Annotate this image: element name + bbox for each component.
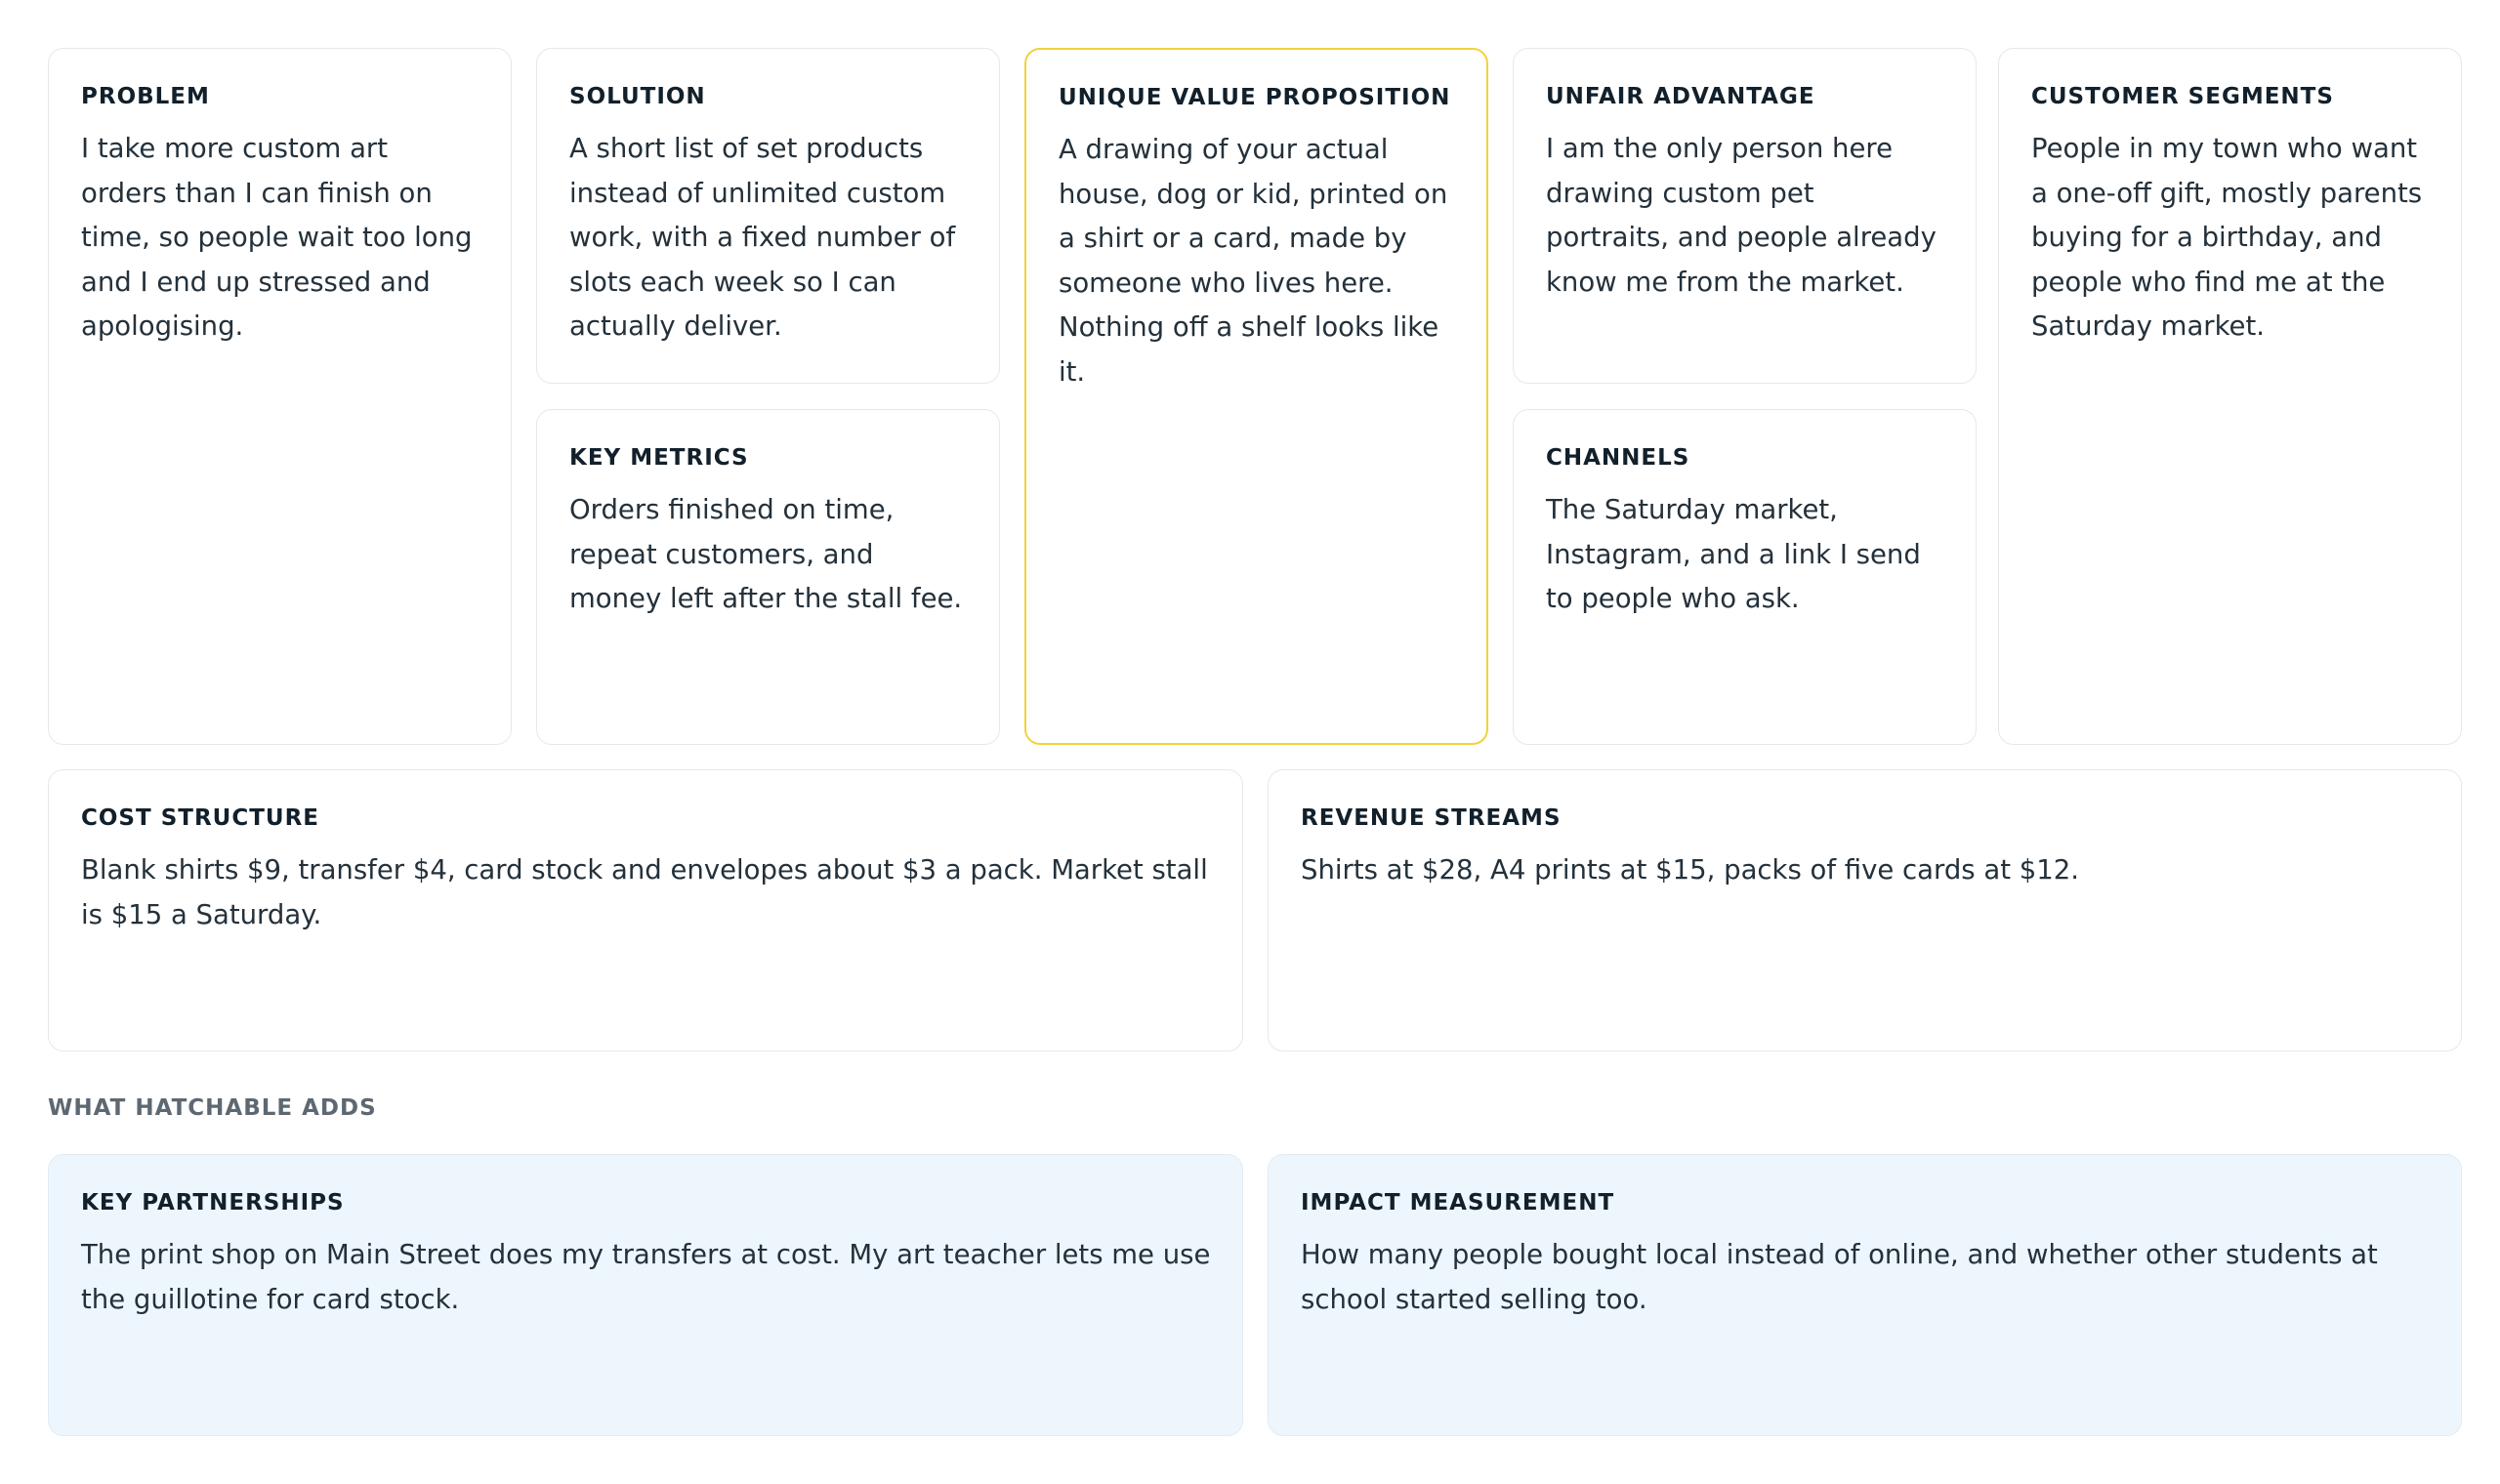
unique-value-proposition-card[interactable] <box>1024 48 1488 745</box>
card-text: How many people bought local instead of online, and whether other students at school started selling too. <box>1301 1239 2378 1315</box>
card-title: REVENUE STREAMS <box>1301 805 1562 831</box>
card-text: People in my town who want a one-off gift, mostly parents buying for a birthday, and people who find me at the Saturday market. <box>2031 133 2423 342</box>
card-title: SOLUTION <box>569 84 706 109</box>
card-title: KEY PARTNERSHIPS <box>81 1190 345 1216</box>
cost-structure-card[interactable] <box>48 769 1243 1051</box>
revenue-streams-card[interactable] <box>1268 769 2462 1051</box>
card-title: CUSTOMER SEGMENTS <box>2031 84 2334 109</box>
unfair-advantage-card[interactable] <box>1513 48 1977 384</box>
card-text: Orders finished on time, repeat customers, and money left after the stall fee. <box>569 494 963 614</box>
card-text: The Saturday market, Instagram, and a link I send to people who ask. <box>1546 494 1921 614</box>
card-text: A drawing of your actual house, dog or kid, printed on a shirt or a card, made by someone who lives here. Nothing off a shelf looks like it. <box>1059 134 1448 388</box>
card-title: UNIQUE VALUE PROPOSITION <box>1059 85 1451 110</box>
section-label: WHAT HATCHABLE ADDS <box>48 1095 377 1121</box>
solution-card[interactable] <box>536 48 1000 384</box>
card-title: UNFAIR ADVANTAGE <box>1546 84 1815 109</box>
card-title: COST STRUCTURE <box>81 805 319 831</box>
problem-card[interactable] <box>48 48 512 745</box>
customer-segments-card[interactable] <box>1998 48 2462 745</box>
key-partnerships-card[interactable] <box>48 1154 1243 1436</box>
card-text: Shirts at $28, A4 prints at $15, packs of five cards at $12. <box>1301 854 2079 886</box>
card-title: PROBLEM <box>81 84 210 109</box>
key-metrics-card[interactable] <box>536 409 1000 745</box>
channels-card[interactable] <box>1513 409 1977 745</box>
card-text: The print shop on Main Street does my transfers at cost. My art teacher lets me use the guillotine for card stock. <box>81 1239 1211 1315</box>
card-text: Blank shirts $9, transfer $4, card stock and envelopes about $3 a pack. Market stall is $15 a Saturday. <box>81 854 1208 930</box>
card-text: I am the only person here drawing custom pet portraits, and people already know me from the market. <box>1546 133 1937 298</box>
card-title: KEY METRICS <box>569 445 749 471</box>
card-text: A short list of set products instead of unlimited custom work, with a fixed number of slots each week so I can actually deliver. <box>569 133 956 342</box>
card-title: CHANNELS <box>1546 445 1690 471</box>
impact-measurement-card[interactable] <box>1268 1154 2462 1436</box>
card-title: IMPACT MEASUREMENT <box>1301 1190 1615 1216</box>
card-text: I take more custom art orders than I can finish on time, so people wait too long and I end up stressed and apologising. <box>81 133 473 342</box>
